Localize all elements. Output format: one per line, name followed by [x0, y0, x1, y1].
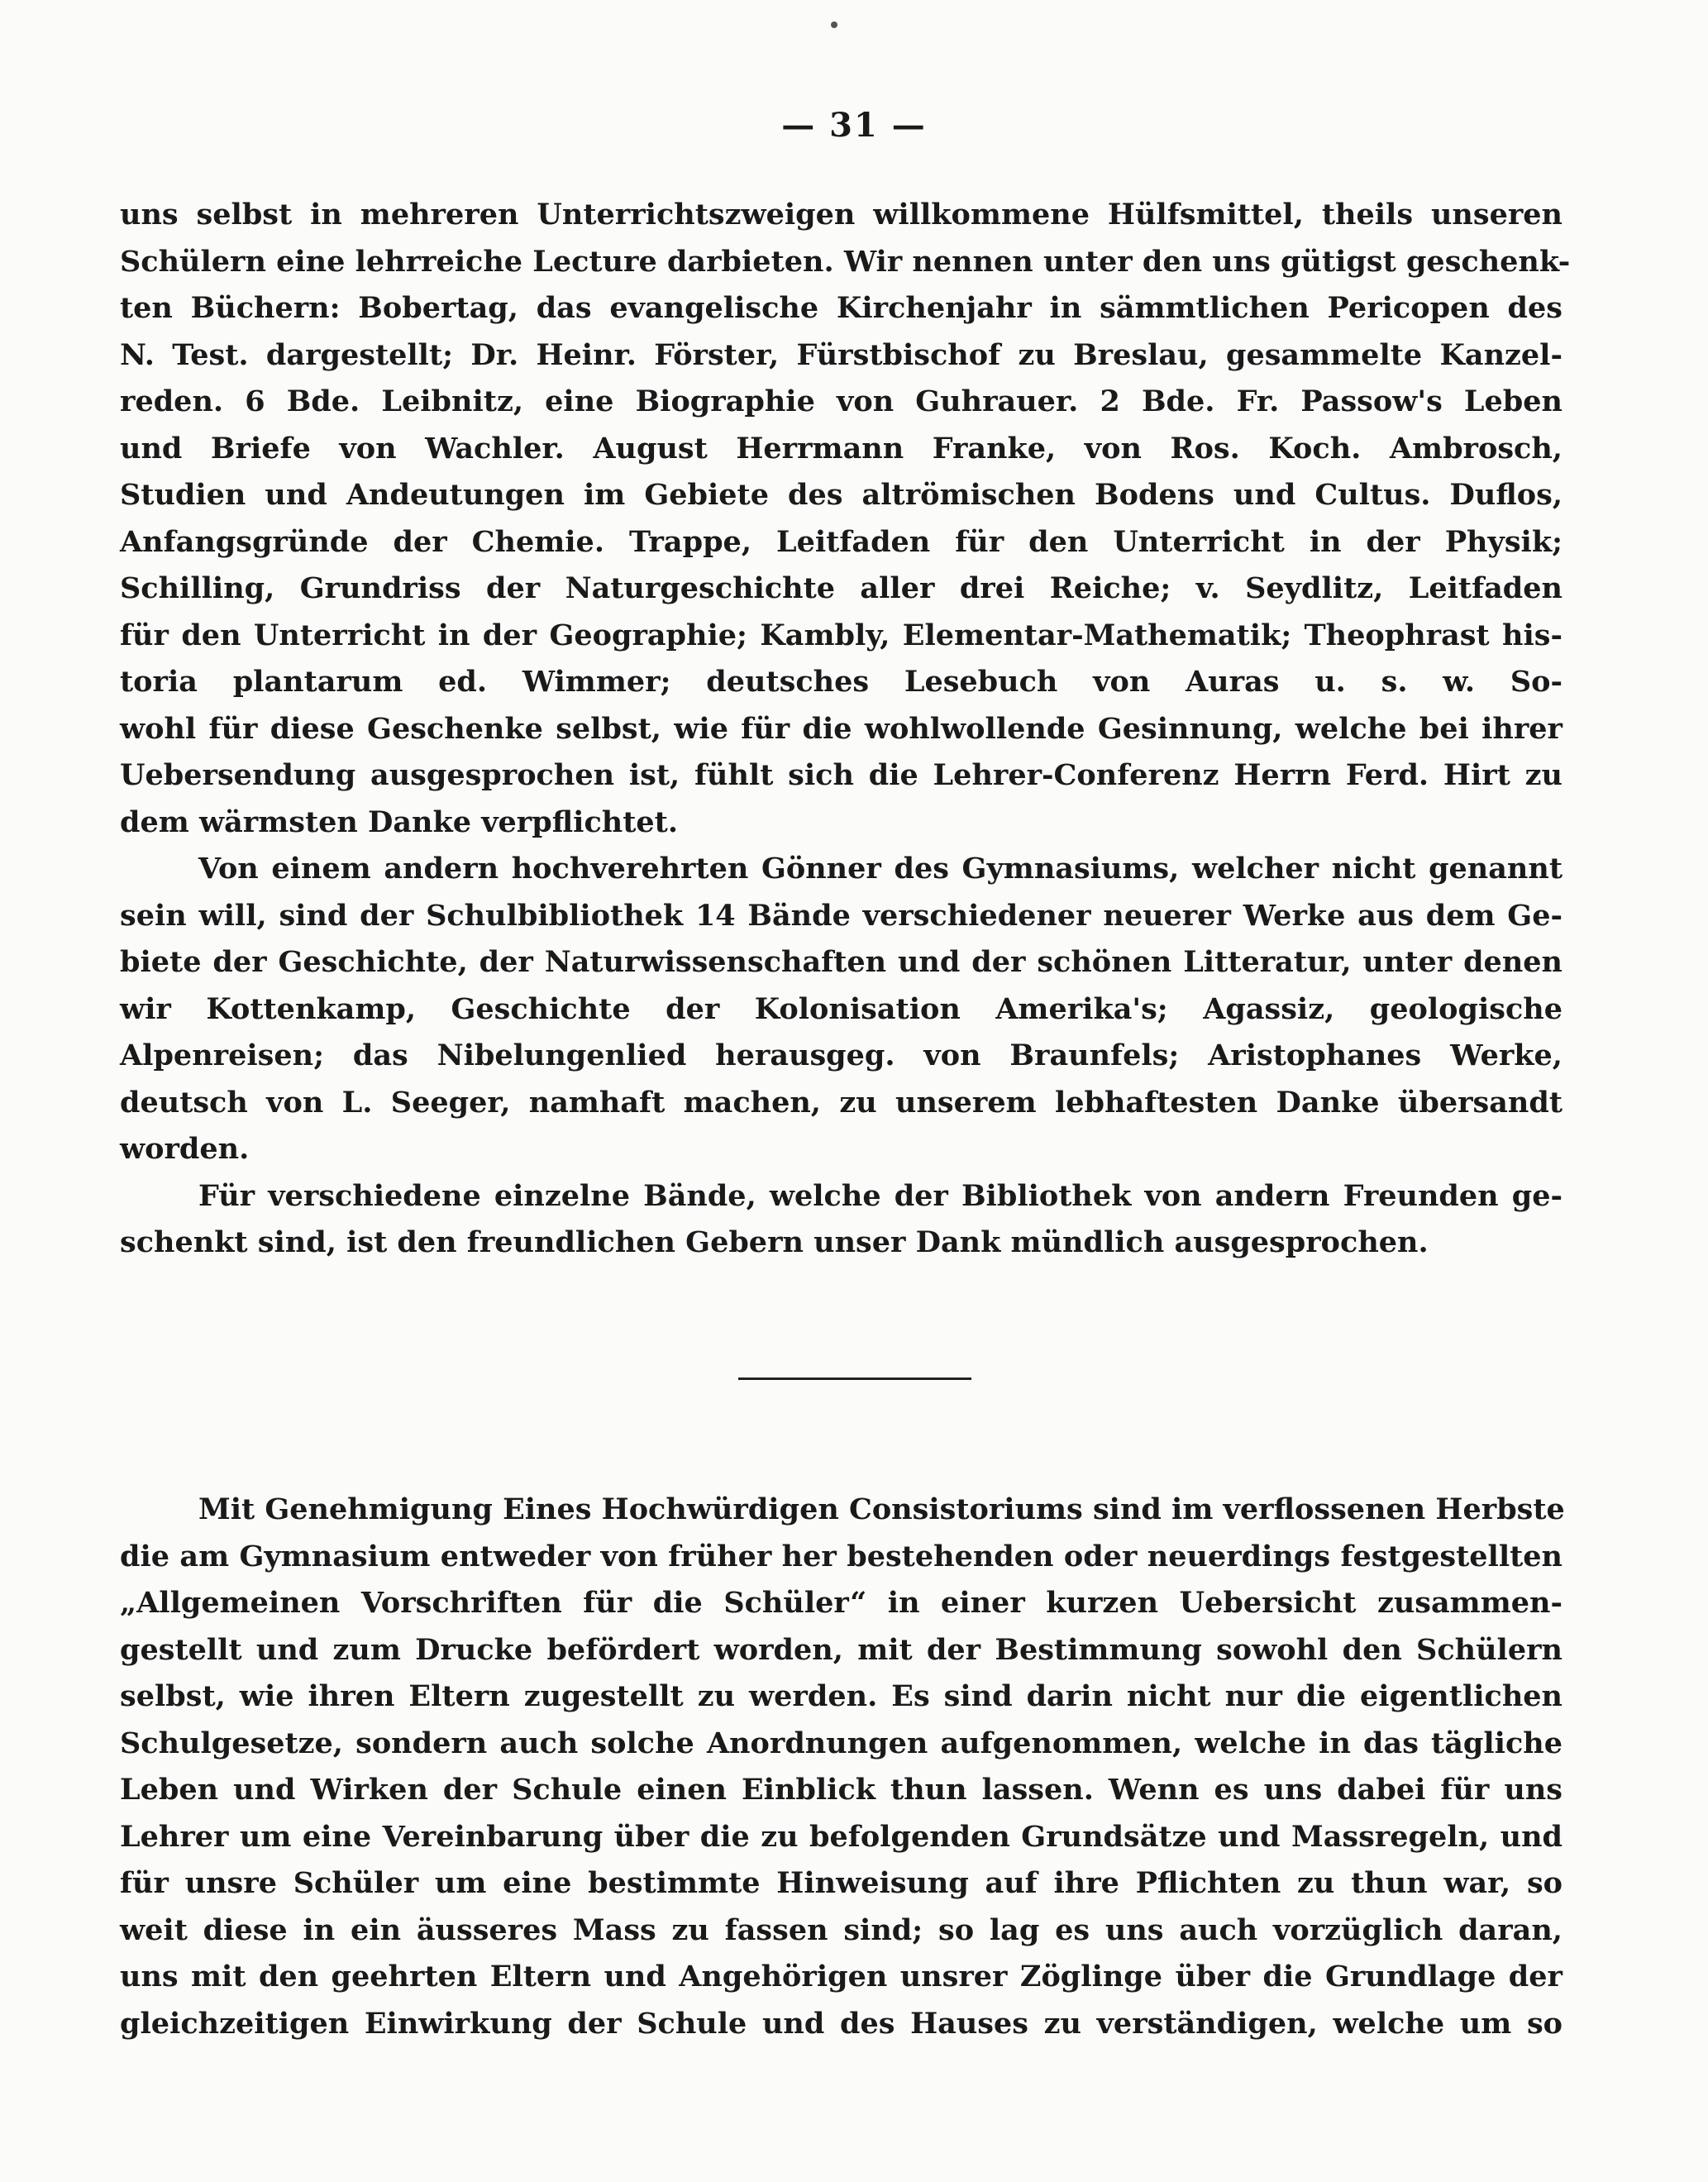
text-line: für unsre Schüler um eine bestimmte Hinweisung auf ihre Pflichten zu thun war, so — [120, 1866, 1562, 1900]
text-line: Studien und Andeutungen im Gebiete des altrömischen Bodens und Cultus. Duflos, — [120, 478, 1562, 512]
text-line: Schulgesetze, sondern auch solche Anordnungen aufgenommen, welche in das tägliche — [120, 1726, 1562, 1760]
paragraph-anonymous-donor — [120, 846, 1562, 1173]
text-line: dem wärmsten Danke verpflichtet. — [120, 805, 678, 839]
text-line: und Briefe von Wachler. August Herrmann Franke, von Ros. Koch. Ambrosch, — [120, 431, 1562, 466]
text-line: worden. — [120, 1132, 250, 1166]
text-line: wohl für diese Geschenke selbst, wie für die wohlwollende Gesinnung, welche bei ihrer — [120, 711, 1562, 746]
text-line: für den Unterricht in der Geographie; Kambly, Elementar-Mathematik; Theophrast his- — [120, 618, 1562, 652]
text-line: weit diese in ein äusseres Mass zu fassen sind; so lag es uns auch vorzüglich daran, — [120, 1912, 1562, 1947]
text-line: Leben und Wirken der Schule einen Einblick thun lassen. Wenn es uns dabei für uns — [120, 1773, 1562, 1807]
text-line: ten Büchern: Bobertag, das evangelische Kirchenjahr in sämmtlichen Pericopen des — [120, 291, 1562, 325]
text-line: sein will, sind der Schulbibliothek 14 Bände verschiedener neuerer Werke aus dem Ge- — [120, 898, 1562, 933]
text-line: Von einem andern hochverehrten Gönner des Gymnasiums, welcher nicht genannt — [198, 852, 1562, 886]
text-line: toria plantarum ed. Wimmer; deutsches Lesebuch von Auras u. s. w. So- — [120, 665, 1562, 699]
text-block-lower — [120, 1487, 1565, 2047]
text-line: „Allgemeinen Vorschriften für die Schüler“ in einer kurzen Uebersicht zusammen- — [120, 1586, 1562, 1620]
text-line: die am Gymnasium entweder von früher her bestehenden oder neuerdings festgestellten — [120, 1539, 1562, 1573]
section-divider — [738, 1377, 971, 1380]
text-line: selbst, wie ihren Eltern zugestellt zu werden. Es sind darin nicht nur die eigentlichen — [120, 1679, 1562, 1713]
text-block-upper — [120, 192, 1571, 1267]
paragraph-school-regulations — [120, 1487, 1565, 2047]
text-line: schenkt sind, ist den freundlichen Gebern unser Dank mündlich ausgesprochen. — [120, 1225, 1429, 1259]
paragraph-library-gifts — [120, 192, 1571, 846]
text-line: biete der Geschichte, der Naturwissenschaften und der schönen Litteratur, unter denen — [120, 945, 1562, 979]
text-line: uns selbst in mehreren Unterrichtszweigen willkommene Hülfsmittel, theils unseren — [120, 198, 1562, 232]
text-line: Alpenreisen; das Nibelungenlied herausgeg. von Braunfels; Aristophanes Werke, — [120, 1038, 1562, 1072]
page-number: — 31 — — [781, 106, 927, 145]
text-line: Für verschiedene einzelne Bände, welche der Bibliothek von andern Freunden ge- — [198, 1178, 1562, 1213]
text-line: wir Kottenkamp, Geschichte der Kolonisation Amerika's; Agassiz, geologische — [120, 991, 1562, 1026]
text-line: gestellt und zum Drucke befördert worden, mit der Bestimmung sowohl den Schülern — [120, 1632, 1562, 1667]
text-line: Schülern eine lehrreiche Lecture darbieten. Wir nennen unter den uns gütigst geschenk- — [120, 244, 1571, 279]
text-line: uns mit den geehrten Eltern und Angehörigen unsrer Zöglinge über die Grundlage der — [120, 1960, 1562, 1993]
print-speck — [831, 21, 837, 28]
text-line: Schilling, Grundriss der Naturgeschichte aller drei Reiche; v. Seydlitz, Leitfaden — [120, 571, 1562, 605]
text-line: Mit Genehmigung Eines Hochwürdigen Consistoriums sind im verflossenen Herbste — [198, 1492, 1565, 1526]
text-line: Anfangsgründe der Chemie. Trappe, Leitfaden für den Unterricht in der Physik; — [120, 524, 1562, 559]
text-line: Lehrer um eine Vereinbarung über die zu befolgenden Grundsätze und Massregeln, und — [120, 1819, 1562, 1854]
text-line: Uebersendung ausgesprochen ist, fühlt sich die Lehrer-Conferenz Herrn Ferd. Hirt zu — [120, 758, 1562, 792]
text-line: gleichzeitigen Einwirkung der Schule und des Hauses zu verständigen, welche um so — [120, 2006, 1562, 2041]
text-line: reden. 6 Bde. Leibnitz, eine Biographie von Guhrauer. 2 Bde. Fr. Passow's Leben — [120, 384, 1562, 418]
text-line: deutsch von L. Seeger, namhaft machen, zu unserem lebhaftesten Danke übersandt — [120, 1085, 1562, 1120]
text-line: N. Test. dargestellt; Dr. Heinr. Förster, Fürstbischof zu Breslau, gesammelte Kanzel- — [120, 337, 1562, 372]
paragraph-other-friends — [120, 1173, 1562, 1267]
